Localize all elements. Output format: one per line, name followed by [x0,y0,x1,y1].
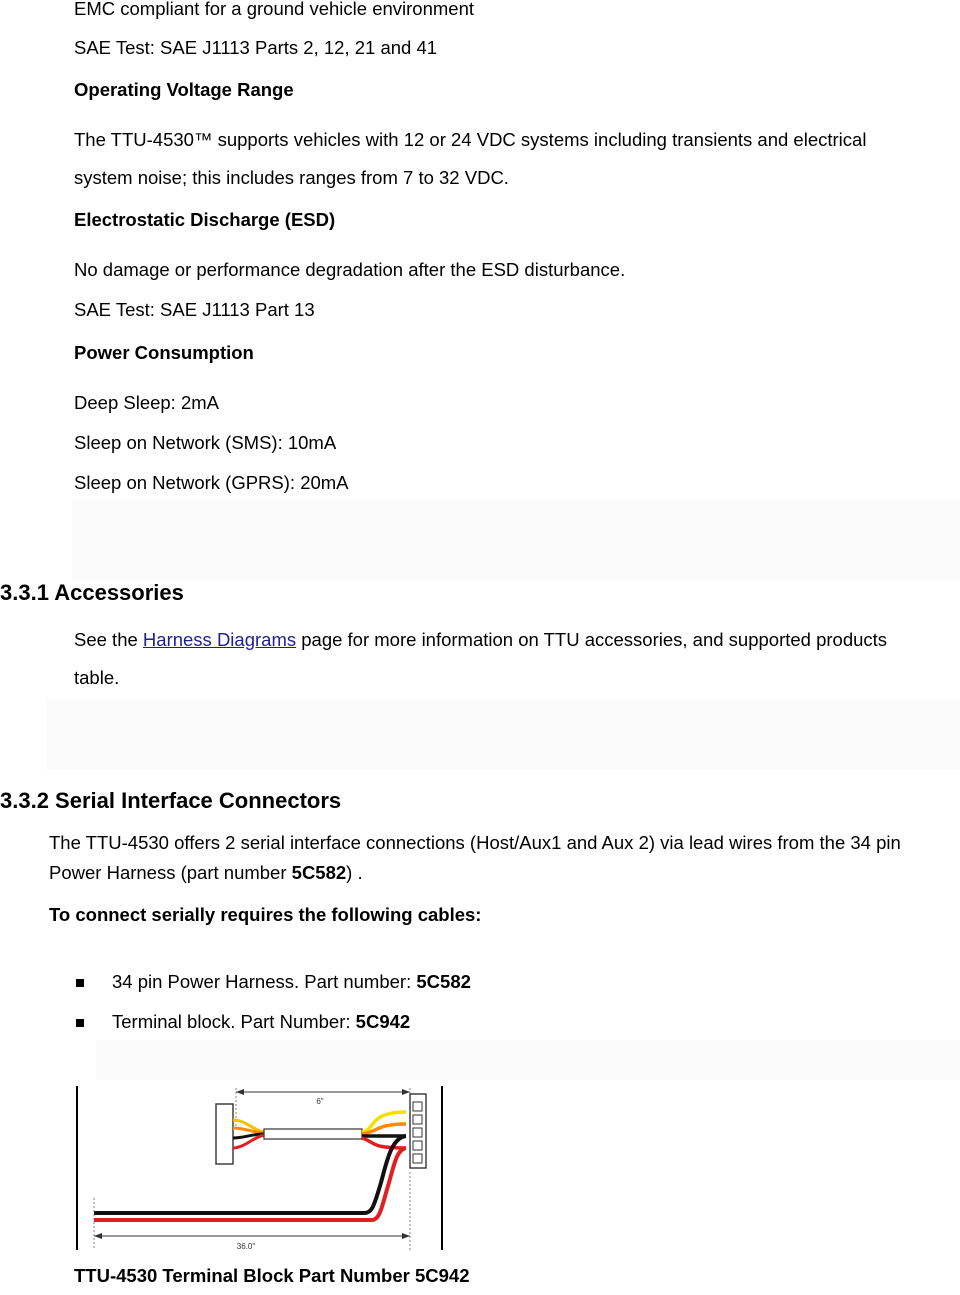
top-dimension-arrow-right [402,1089,410,1095]
bottom-dimension-arrow-left [94,1233,102,1239]
lead-wire-red [94,1148,406,1220]
bullet-square-icon [76,979,84,987]
terminal-slot [413,1154,422,1163]
cable-sheath [264,1129,362,1139]
harness-diagrams-link[interactable]: Harness Diagrams [142,629,297,650]
lead-wire-black [94,1136,406,1213]
wire-yellow-right [362,1112,406,1132]
cable-item-label: Terminal block. Part Number: [112,1011,356,1032]
cables-heading: To connect serially requires the following cables: [49,904,482,925]
esd-text: No damage or performance degradation after the ESD disturbance. [74,259,626,280]
serial-text-line-2 [49,854,363,892]
bottom-dimension-arrow-right [402,1233,410,1239]
terminal-slot [413,1102,422,1111]
terminal-slot [413,1128,422,1137]
cable-item-label: 34 pin Power Harness. Part number: [112,971,417,992]
power-item-gprs: Sleep on Network (GPRS): 20mA [74,472,349,493]
accessories-text-after-link: page for more information on TTU accessories, and supported products [296,629,888,650]
emc-test-line: SAE Test: SAE J1113 Parts 2, 12, 21 and 41 [74,37,438,58]
power-item-deep-sleep: Deep Sleep: 2mA [74,392,220,413]
figure-caption: TTU-4530 Terminal Block Part Number 5C942 [74,1265,470,1286]
background-band [72,500,960,580]
terminal-block-diagram [76,1086,444,1250]
voltage-heading: Operating Voltage Range [74,79,294,100]
serial-heading: 3.3.2 Serial Interface Connectors [0,788,342,813]
accessories-text-line-2: table. [74,667,120,688]
cable-item-part: 5C942 [355,1011,411,1032]
left-connector [216,1104,233,1164]
accessories-text-before-link: See the [74,629,143,650]
terminal-slot [413,1115,422,1124]
cable-item-terminal-block [112,1003,410,1041]
terminal-slot [413,1141,422,1150]
background-band [96,1040,960,1080]
top-dimension-arrow-left [236,1089,244,1095]
accessories-text-line-1 [74,621,887,659]
serial-text-line-1: The TTU-4530 offers 2 serial interface connections (Host/Aux1 and Aux 2) via lead wires from the 34 pin [49,832,901,853]
voltage-text-line-2: system noise; this includes ranges from 7 to 32 VDC. [74,167,509,188]
emc-compliance-line: EMC compliant for a ground vehicle environment [74,0,474,19]
accessories-heading: 3.3.1 Accessories [0,580,184,605]
bottom-dimension-label: 36.0" [236,1242,256,1250]
cable-item-power-harness [112,963,471,1001]
esd-test-line: SAE Test: SAE J1113 Part 13 [74,299,315,320]
voltage-text-line-1: The TTU-4530™ supports vehicles with 12 or 24 VDC systems including transients and electrical [74,129,867,150]
background-band [46,700,960,770]
serial-text-prefix: Power Harness (part number [49,862,292,883]
bullet-square-icon [76,1019,84,1027]
cable-item-part: 5C582 [416,971,471,992]
esd-heading: Electrostatic Discharge (ESD) [74,209,336,230]
top-dimension-label: 6" [316,1097,324,1106]
power-heading: Power Consumption [74,342,254,363]
serial-text-suffix: ) . [346,862,363,883]
power-item-sms: Sleep on Network (SMS): 10mA [74,432,337,453]
power-harness-part-number: 5C582 [291,862,347,883]
